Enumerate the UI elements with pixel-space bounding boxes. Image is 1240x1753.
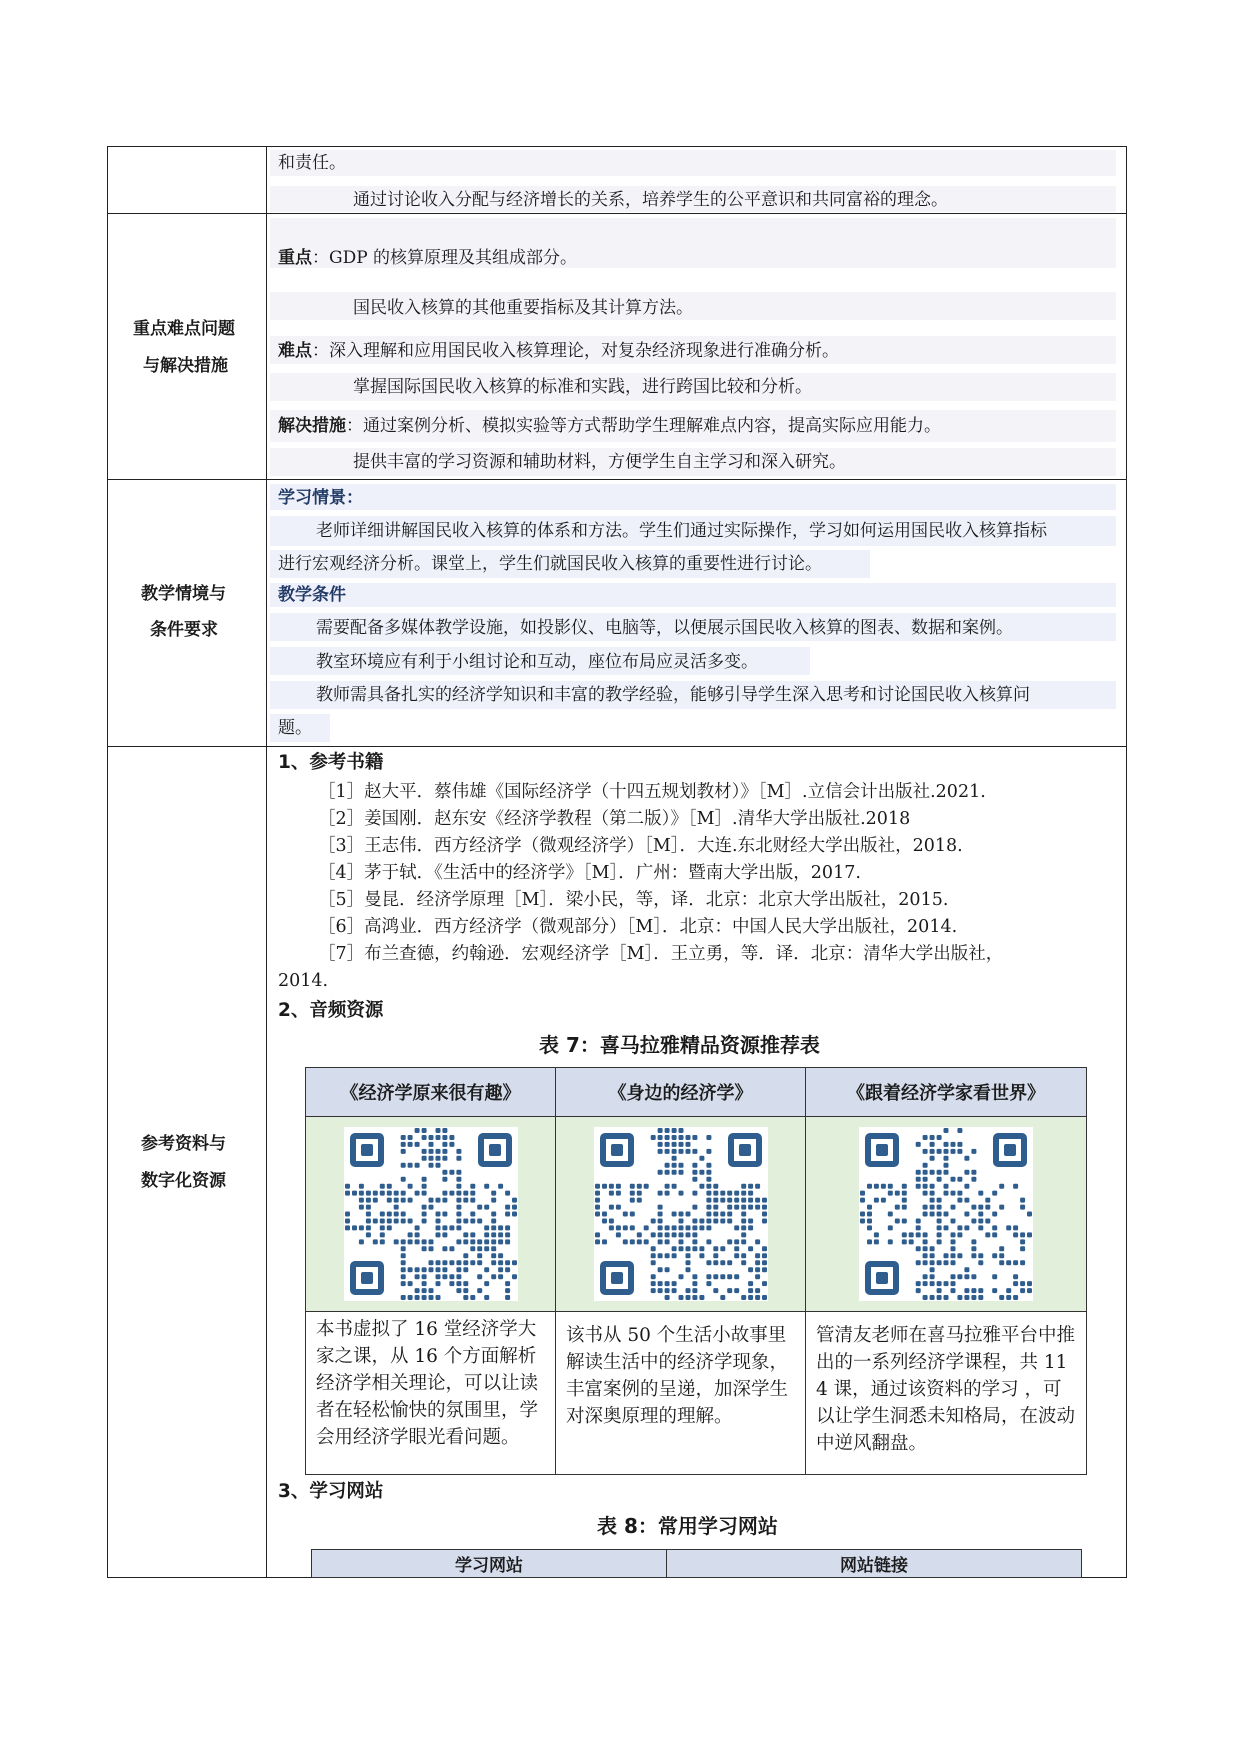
section-books: 1、参考书籍 (278, 752, 384, 773)
solution-label: 解决措施 (278, 416, 346, 436)
condition-line4: 题。 (278, 718, 312, 738)
difficulty-text: ：深入理解和应用国民收入核算理论，对复杂经济现象进行准确分析。 (312, 341, 839, 361)
solution-text: ：通过案例分析、模拟实验等方式帮助学生理解难点内容，提高实际应用能力。 (346, 416, 941, 436)
reference-1: ［1］赵大平．蔡伟雄《国际经济学（十四五规划教材）》［M］.立信会计出版社.2021. (318, 782, 986, 802)
qr-cell-2 (555, 1116, 806, 1312)
reference-4: ［4］茅于轼．《生活中的经济学》［M］．广州：暨南大学出版，2017. (318, 863, 861, 883)
difficulty-text2: 掌握国际国民收入核算的标准和实践，进行跨国比较和分析。 (353, 377, 812, 397)
table-top-border (107, 146, 1127, 147)
row-divider-1 (107, 213, 1127, 214)
row3-label-line1: 教学情境与 (141, 584, 226, 604)
reference-7: ［7］布兰查德，约翰逊．宏观经济学［M］．王立勇，等．译．北京：清华大学出版社， (318, 944, 1004, 964)
table8-caption: 表 8：常用学习网站 (597, 1514, 778, 1538)
qr-code-3[interactable] (859, 1127, 1033, 1301)
condition-line2: 教室环境应有利于小组讨论和互动，座位布局应灵活多变。 (316, 652, 758, 672)
row3-label-line2: 条件要求 (150, 620, 218, 640)
book-desc-2: 该书从 50 个生活小故事里解读生活中的经济学现象，丰富案例的呈递，加深学生对深奥原理的理解。 (555, 1311, 806, 1475)
reference-3: ［3］王志伟．西方经济学（微观经济学）［M］．大连.东北财经大学出版社，2018. (318, 836, 963, 856)
reference-5: ［5］曼昆．经济学原理［M］．梁小民，等，译．北京：北京大学出版社，2015. (318, 890, 949, 910)
book-desc-3: 管清友老师在喜马拉雅平台中推出的一系列经济学课程，共 114 课，通过该资料的学习 ，可以让学生洞悉未知格局，在波动中逆风翻盘。 (805, 1311, 1087, 1475)
qr-code-2[interactable] (594, 1127, 768, 1301)
table7-caption: 表 7：喜马拉雅精品资源推荐表 (539, 1033, 820, 1057)
reference-7-continued: 2014. (278, 971, 329, 991)
row-divider-2 (107, 479, 1127, 480)
section-audio: 2、音频资源 (278, 1000, 384, 1021)
key-point-text2: 国民收入核算的其他重要指标及其计算方法。 (353, 298, 693, 318)
table-right-border (1126, 146, 1127, 1578)
key-point-text: ：GDP 的核算原理及其组成部分。 (312, 248, 578, 268)
section-websites: 3、学习网站 (278, 1481, 384, 1502)
table-left-border (107, 146, 108, 1578)
table8-header-link: 网站链接 (666, 1549, 1082, 1578)
difficulty-label: 难点 (278, 341, 312, 361)
scene-title: 学习情景： (278, 488, 363, 508)
column-divider (266, 146, 267, 1578)
row1-text-line2: 通过讨论收入分配与经济增长的关系，培养学生的公平意识和共同富裕的理念。 (353, 190, 948, 210)
book-title-3: 《跟着经济学家看世界》 (805, 1067, 1087, 1117)
key-point-line (278, 247, 577, 269)
solution-line (278, 415, 941, 437)
row4-label-line2: 数字化资源 (141, 1171, 226, 1191)
table8-header-site: 学习网站 (311, 1549, 667, 1578)
book-desc-1: 本书虚拟了 16 堂经济学大家之课，从 16 个方面解析经济学相关理论，可以让读者在轻松愉快的氛围里，学会用经济学眼光看问题。 (305, 1311, 556, 1475)
difficulty-line (278, 340, 839, 362)
reference-6: ［6］高鸿业．西方经济学（微观部分）［M］．北京：中国人民大学出版社，2014. (318, 917, 958, 937)
row1-text-line1: 和责任。 (278, 153, 346, 173)
scene-line1: 老师详细讲解国民收入核算的体系和方法。学生们通过实际操作，学习如何运用国民收入核算指标 (316, 521, 1047, 541)
row-divider-3 (107, 746, 1127, 747)
qr-code-1[interactable] (344, 1127, 518, 1301)
solution-text2: 提供丰富的学习资源和辅助材料，方便学生自主学习和深入研究。 (353, 452, 846, 472)
scene-line2: 进行宏观经济分析。课堂上，学生们就国民收入核算的重要性进行讨论。 (278, 554, 822, 574)
key-point-label: 重点 (278, 248, 312, 268)
book-title-1: 《经济学原来很有趣》 (305, 1067, 556, 1117)
qr-cell-3 (805, 1116, 1087, 1312)
condition-line3: 教师需具备扎实的经济学知识和丰富的教学经验，能够引导学生深入思考和讨论国民收入核算问 (316, 685, 1030, 705)
condition-title: 教学条件 (278, 585, 346, 605)
reference-2: ［2］姜国刚．赵东安《经济学教程（第二版）》［M］.清华大学出版社.2018 (318, 809, 911, 829)
row2-label-line1: 重点难点问题 (133, 319, 235, 339)
qr-cell-1 (305, 1116, 556, 1312)
row4-label-line1: 参考资料与 (141, 1134, 226, 1154)
book-title-2: 《身边的经济学》 (555, 1067, 806, 1117)
condition-line1: 需要配备多媒体教学设施，如投影仪、电脑等，以便展示国民收入核算的图表、数据和案例。 (316, 618, 1013, 638)
row2-label-line2: 与解决措施 (143, 356, 228, 376)
